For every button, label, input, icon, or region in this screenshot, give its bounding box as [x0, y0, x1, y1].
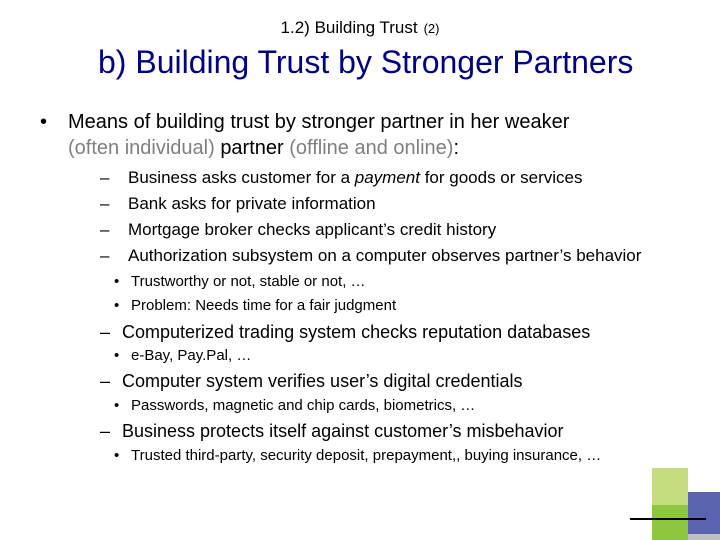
main-bullet-black-2: :: [453, 137, 460, 159]
supertitle-text: 1.2) Building Trust: [280, 18, 418, 37]
main-bullet-gray-1: (often individual): [68, 137, 215, 159]
dash-item-text: [128, 168, 583, 188]
dash-glyph: –: [100, 421, 111, 441]
dash-item-text: Authorization subsystem on a computer observes partner’s behavior: [128, 246, 642, 265]
main-bullet-text: Means of building trust by stronger partner in her weaker: [68, 111, 570, 133]
slide-supertitle: [0, 18, 720, 39]
sub-item-text: Trusted third-party, security deposit, prepayment,, buying insurance, …: [131, 447, 602, 464]
sub-item-text: e-Bay, Pay.Pal, …: [131, 347, 252, 364]
sub-item-text: Problem: Needs time for a fair judgment: [131, 297, 397, 314]
deco-green-square: [652, 505, 688, 540]
dash-item-text: Computer system verifies user’s digital credentials: [122, 371, 523, 391]
dash-glyph: –: [100, 220, 110, 239]
bullet-glyph: •: [40, 111, 48, 133]
dash-glyph: –: [100, 322, 111, 342]
dash-text-italic: payment: [354, 168, 420, 187]
dash-item-text: Business protects itself against customer’s misbehavior: [122, 421, 564, 441]
supertitle-suffix: (2): [423, 21, 440, 36]
main-bullet-black-1: partner: [220, 137, 284, 159]
dash-item-text: Computerized trading system checks reputation databases: [122, 322, 591, 342]
dash-glyph: –: [100, 194, 110, 213]
deco-blue-square: [688, 492, 720, 534]
dash-glyph: –: [100, 246, 110, 265]
dash-text-pre: Business asks customer for a: [128, 168, 351, 187]
sub-bullet-glyph: •: [114, 397, 120, 414]
slide-title: b) Building Trust by Stronger Partners: [98, 44, 634, 80]
sub-bullet-glyph: •: [114, 297, 120, 314]
dash-glyph: –: [100, 371, 111, 391]
deco-green-light-square: [652, 468, 688, 506]
main-bullet-line-2: [68, 136, 459, 160]
dash-item-text: Bank asks for private information: [128, 194, 376, 213]
main-bullet-gray-2: (offline and online): [289, 137, 454, 159]
sub-bullet-glyph: •: [114, 447, 120, 464]
sub-item-text: Trustworthy or not, stable or not, …: [131, 273, 366, 290]
deco-horizontal-line: [630, 518, 706, 520]
dash-glyph: –: [100, 168, 110, 187]
deco-gray-square: [688, 534, 720, 540]
sub-bullet-glyph: •: [114, 347, 120, 364]
sub-bullet-glyph: •: [114, 273, 120, 290]
dash-item-text: Mortgage broker checks applicant’s credit history: [128, 220, 497, 239]
dash-text-post: for goods or services: [424, 168, 583, 187]
sub-item-text: Passwords, magnetic and chip cards, biometrics, …: [131, 397, 476, 414]
